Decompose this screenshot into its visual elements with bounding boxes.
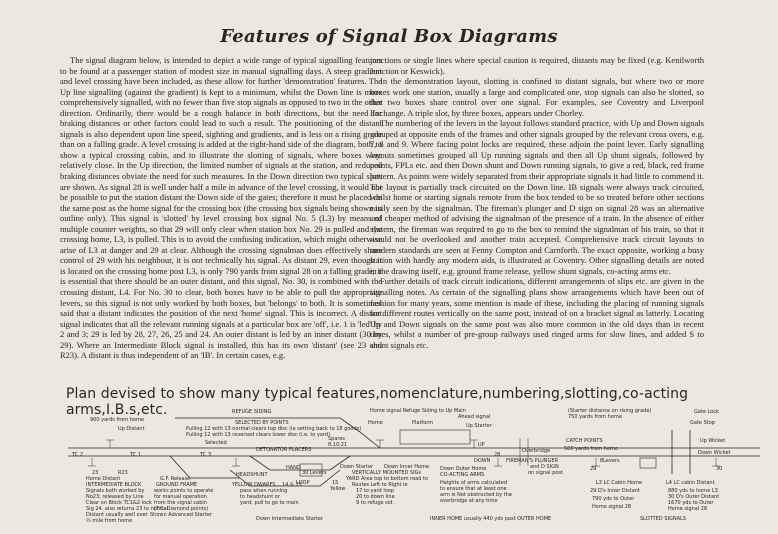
paragraph: junctions or single lines where special caution is required, distants may be fixed (e.g. Kenilworth Junction or Keswick). bbox=[370, 55, 704, 76]
label-coact-note: Heights of arms calculated bbox=[440, 480, 508, 486]
label-up-wicket: Up Wicket bbox=[700, 438, 726, 444]
label-gate-lock: Gate Lock bbox=[694, 409, 719, 415]
label-tc1: TC 1 bbox=[130, 452, 142, 458]
label-down-wicket: Down Wicket bbox=[698, 450, 731, 456]
label-outer-distant: 30 D's Outer Distant bbox=[668, 494, 720, 500]
label-headshunt: HEADSHUNT bbox=[236, 472, 268, 478]
label-tc3: TC 3 bbox=[200, 452, 212, 458]
label-up-distant: Up Distant bbox=[118, 426, 145, 432]
label-from-home: 900 yards from home bbox=[90, 417, 144, 423]
label-hand: HAND bbox=[286, 465, 301, 471]
label-platform: Platform bbox=[412, 420, 434, 426]
label-overbridge: Overbridge bbox=[522, 448, 551, 454]
label-ib-note: ½ mile from home bbox=[86, 518, 133, 524]
label-d-sign: and D SIGN bbox=[530, 464, 559, 470]
label-home-refuge: Home signal Refuge Siding to Up Main bbox=[370, 408, 466, 414]
label-yellow: Yellow bbox=[330, 486, 346, 492]
paragraph: In the demonstration layout, slotting is confined to distant signals, but where two or more boxes work one station, usually a large and complicated one, stop signals can also be slotted, so that two boxes share control over one signal. For examples, see Coventry and Liverpool Exchange. A triple slot, by three boxes, appears under Chorley. bbox=[370, 76, 704, 118]
label-l3-cabin: L3 LC Cabin Home bbox=[596, 480, 643, 486]
right-column bbox=[370, 55, 704, 350]
label-home-28: Home signal 28 bbox=[592, 504, 632, 510]
label-gf-note: (T.C. Diamond points) bbox=[154, 506, 209, 512]
label-down-int-starter: Down Intermediate Starter bbox=[256, 516, 323, 522]
label-dist500: 500 yards from home bbox=[564, 446, 618, 452]
label-selected-by-points: SELECTED BY POINTS bbox=[235, 420, 289, 426]
label-pull12-rev: Pulling 12 with 13 reversed clears lower disc (i.e. to yard) bbox=[186, 432, 331, 438]
label-30-levers: 30 Levers bbox=[302, 470, 327, 476]
label-home-28b: Home signal 28 bbox=[668, 506, 708, 512]
headshunt-track bbox=[170, 456, 240, 478]
label-loop: LOOP bbox=[296, 480, 310, 486]
label-gf-note: from the signal cabin bbox=[154, 500, 207, 506]
label-8-levers: 8Levers bbox=[600, 458, 620, 464]
label-yard-note: 20 to down line bbox=[356, 494, 395, 500]
label-down-inner-home: Down Inner Home bbox=[384, 464, 430, 470]
paragraph: The numbering of the levers in the layout follows standard practice, with Up and Down signals grouped at opposite ends of the frames and other signals grouped by the relevant cross overs, e.g. 7, 8 and 9. Where facing point locks are required, these adjoin the point lever. Early signalling layouts sometimes grouped all Up running signals and then all Up shunt signals, followed by points, FPLs etc. and then Down shunt and Down running signals, to give a red, black, red frame pattern. As points were widely separated from their appropriate signals it had little to commend it. The layout is partially track circuited on the Down line. IB signals were always track circuited, whilst home or starting signals remote from the box tended to be so treated before other sections easily seen by the signalman. The fireman's plunger and D sign on signal 28 was an alternative and cheaper method of advising the signalman of the presence of a train. In the absence of either system, the fireman was required to go to the box to remind the signalman of his train, so that it would not be overlooked and another train accepted. Comprehensive track circuit layouts to modern standards are seen at Fenny Compton and Carnforth. The exact opposite, working a busy station with hardly any modern aids, is illustrated at Coventry. Other signalling details are noted in the drawing itself, e.g. ground frame release, yellow shunt signals, co-acting arms etc. bbox=[370, 118, 704, 276]
label-23: 23 bbox=[92, 470, 99, 476]
page-title: Features of Signal Box Diagrams bbox=[220, 26, 558, 47]
label-yard-note: Routes Left to Right ie bbox=[352, 482, 408, 488]
label-yellow-dwarfs: YELLOW DWARFS bbox=[232, 482, 276, 488]
label-vert-sig: VERTICALLY MOUNTED SIGs bbox=[352, 470, 422, 476]
label-gf-note: for manual operation bbox=[154, 494, 207, 500]
label-yds1670: 1670 yds to Outer bbox=[668, 500, 714, 506]
label-30: 30 bbox=[716, 466, 723, 472]
label-home-distant: Home Distant bbox=[86, 476, 121, 482]
label-yds880: 880 yds to home L3 bbox=[668, 488, 718, 494]
paragraph: Further details of track circuit indications, different arrangements of slips etc. are given in the signalling notes. As certain of the signalling plans show arrangements which have been out of fashion for many years, some mention is made of these, including the placing of running signals for different routes vertically on the same post, instead of on a bracket signal as latterly. Locating Up and Down signals on the same post was also more common in the old days than in recent times, whilst a number of pre-group railways used ringed arms for slow lines, and added S to shunt signals etc. bbox=[370, 276, 704, 350]
label-gf-note: Shown Advanced Starter bbox=[150, 512, 212, 518]
label-on-signal-post: on signal post bbox=[528, 470, 563, 476]
label-gf-release: G.F. Release bbox=[160, 476, 191, 482]
label-down-starter: Down Starter bbox=[340, 464, 374, 470]
label-yard-note: 9 to refuge sid. bbox=[356, 500, 394, 506]
label-gf-note: works points to operate bbox=[154, 488, 214, 494]
paragraph: The signal diagram below, is intended to depict a wide range of typical signalling features to be found at a passenger station of modest size in manual signalling days. A steep gradient and level crossing have been included, as these allow for further 'demonstration' features. The Up line signalling (against the gradient) is kept to a minimum, whilst the Down line is more comprehensively signalled, with no fewer than five stop signals as opposed to two in the other direction. Ordinarily, there would be a rough balance in both directions, but the need for braking distances or other factors could lead to such a result. The positioning of the distant signals is also dependent upon line speed, sighting and gradients, and is less on a rising grade than on a falling grade. A level crossing is added at the right-hand side of the diagram, both to show a typical crossing cabin, and to illustrate the slotting of signals, where boxes were relatively close. In the Up direction, the limited number of signals at the station, and reduced braking distances obviate the need for such measures. In the Down direction two typical slots are shown. As signal 28 is well under half a mile in advance of the level crossing, it would not be possible to put the station distant the Down side of the gates; therefore it must be placed on the same post as the home signal for the crossing box (the crossing box signals being shown in outline only). This signal is 'slotted' by level crossing box signal No. 5 (L3) by means of multiple counter weights, so that 29 will only clear when station box No. 29 is pulled and the crossing home, L3, is pulled. This is to avoid the confusing indication, which might otherwise arise of L3 at danger and 29 at clear. Although the crossing signalman does effectively share control of 29 with his neighbour, it is not technically his signal. As distant 29, even though it is located on the crossing home post L3, is only 790 yards from signal 28 on a falling grade, it is essential that there should be an outer distant, and this signal, No. 30, is combined with the crossing distant, L4. For No. 30 to clear, both boxes have to be able to pull the appropriate levers, so this signal is not only worked by both boxes, but 'belongs' to both. It is sometimes said that a distant indicates the position of the next 'home' signal. This is incorrect. A distant signal indicates that all the relevant running signals at a particular box are 'off', i.e. 1 is 'led' by 2 and 3; 29 is led by 28, 27, 26, 25 and 24. An outer distant is led by an inner distant (30 by 29). Where an Intermediate Block signal is installed, this has its own 'distant' (see 23 and R23). A distant is thus independent of an 'IB'. In certain cases, e.g. bbox=[60, 55, 382, 361]
label-pull12-up: Pulling 12 with 13 normal clears top disc (ie setting back to 18 goods) bbox=[186, 426, 362, 432]
label-firemans-plunger: FIREMAN'S PLUNGER bbox=[506, 458, 559, 464]
label-detonator-placers: DETONATOR PLACERS bbox=[256, 447, 312, 453]
label-ib-note: Distant usually well over bbox=[86, 512, 148, 518]
label-l4-cabin: L4 LC cabin Distant bbox=[666, 480, 715, 486]
label-slotted-signals: SLOTTED SIGNALS bbox=[640, 516, 686, 522]
label-inner-home-note: INNER HOME usually 440 yds past OUTER HOME bbox=[430, 516, 552, 522]
signal-plan-diagram bbox=[0, 400, 778, 534]
label-starter-note: (Starter distance on rising grade) bbox=[568, 408, 652, 414]
label-coact-note: overbridge at any time bbox=[440, 498, 498, 504]
label-ib-note: No23; released by Line bbox=[86, 494, 144, 500]
left-column bbox=[60, 55, 382, 361]
label-down: DOWN bbox=[474, 458, 491, 464]
label-up-starter: Up Starter bbox=[466, 423, 492, 429]
label-ib-note: Sig 24, also returns 23 to normal bbox=[86, 506, 169, 512]
label-home: Home bbox=[368, 420, 383, 426]
label-ground-frame: GROUND FRAME bbox=[156, 482, 198, 488]
platform bbox=[400, 430, 470, 444]
label-yd-note: yard; pull to go to main bbox=[240, 500, 299, 506]
label-tc2: TC 2 bbox=[72, 452, 84, 458]
label-down-outer-home: Down Outer Home bbox=[440, 466, 487, 472]
label-selected: Selected bbox=[205, 440, 227, 446]
label-spares-nums: 8,10,21 bbox=[328, 442, 348, 448]
label-yard-note: YARD Area top to bottom read to bbox=[346, 476, 429, 482]
label-up: UP bbox=[478, 442, 485, 448]
label-yd-note: to headshunt or bbox=[240, 494, 280, 500]
label-coact-note: arm is Not obstructed by the bbox=[440, 492, 512, 498]
label-ib-note: Clear on Block TC1&2 lock bbox=[86, 500, 152, 506]
label-gate-stop: Gate Stop bbox=[690, 420, 715, 426]
label-inner-distant: 29 D's Inner Distant bbox=[590, 488, 640, 494]
label-29: 29 bbox=[590, 466, 597, 472]
label-yard-note: 17 to yard loop bbox=[356, 488, 394, 494]
plan-title: Plan devised to show many typical features,nomenclature,numbering,slotting,co-acting arms,I.B.s,etc. bbox=[66, 386, 689, 418]
label-15: 15 bbox=[332, 480, 339, 486]
label-ahead-signal: Ahead signal bbox=[458, 414, 491, 420]
label-ib-note: Signals both worked by bbox=[86, 488, 145, 494]
label-catch-points: CATCH POINTS bbox=[566, 438, 603, 444]
label-28: 28 bbox=[494, 452, 501, 458]
label-coacting: CO-ACTING ARMS bbox=[440, 472, 485, 478]
label-yds790: 790 yds to Outer bbox=[592, 496, 635, 502]
label-spares: Spares bbox=[328, 436, 346, 442]
crossing-cabin bbox=[640, 458, 656, 468]
label-refuge-siding: REFUGE SIDING bbox=[232, 409, 272, 415]
label-yd-nums: 14 & 15 bbox=[282, 482, 302, 488]
label-dist750: 750 yards from home bbox=[568, 414, 622, 420]
label-ib-block: INTERMEDIATE BLOCK bbox=[86, 482, 142, 488]
label-yd-note: pass when running bbox=[240, 488, 288, 494]
label-r23: R23 bbox=[118, 470, 128, 476]
label-coact-note: to ensure that at least one bbox=[440, 486, 507, 492]
